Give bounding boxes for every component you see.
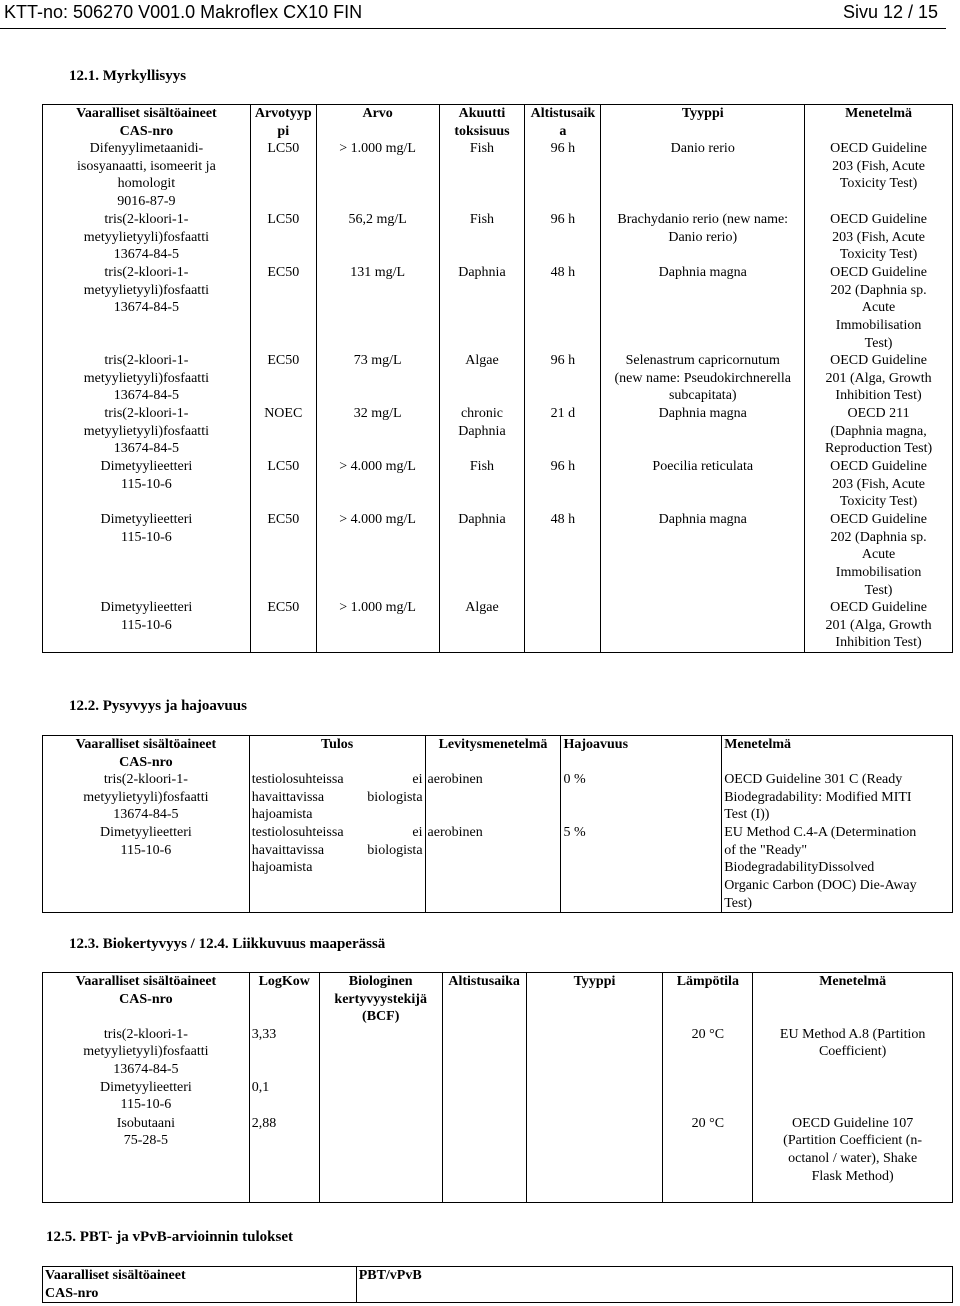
header-exposure-time: Altistusaika	[442, 973, 526, 1026]
table-cell: aerobinen	[425, 771, 561, 824]
table-cell: tris(2-kloori-1- metyylietyyli)fosfaatti 13674-84-5	[83, 212, 209, 263]
header-degradability: Hajoavuus	[561, 736, 722, 772]
table-cell: > 4.000 mg/L	[316, 458, 439, 511]
table-cell: tris(2-kloori-1- metyylietyyli)fosfaatti 13674-84-5	[83, 406, 209, 457]
table-cell: OECD Guideline 107 (Partition Coefficient (n- octanol / water), Shake Flask Method)	[753, 1115, 953, 1203]
page-header	[0, 0, 960, 30]
table-cell: > 1.000 mg/L	[316, 140, 439, 211]
table-cell	[319, 1079, 442, 1115]
table-cell: Dimetyylieetteri 115-10-6	[100, 825, 192, 858]
table-cell: tris(2-kloori-1- metyylietyyli)fosfaatti 13674-84-5	[83, 353, 209, 404]
header-method: Menetelmä	[722, 736, 953, 772]
header-acute-toxicity: Akuutti toksisuus	[439, 105, 525, 141]
table-cell: 56,2 mg/L	[316, 211, 439, 264]
table-cell: 32 mg/L	[316, 405, 439, 458]
table-cell: OECD Guideline 203 (Fish, Acute Toxicity Test)	[805, 140, 953, 211]
table-cell: LC50	[250, 458, 316, 511]
table-cell: > 1.000 mg/L	[316, 599, 439, 652]
table-cell	[601, 599, 805, 652]
table-cell: EU Method A.8 (Partition Coefficient)	[753, 1026, 953, 1079]
header-substance: Vaaralliset sisältöaineet CAS-nro	[75, 974, 217, 1007]
header-pbt-vpvb: PBT/vPvB	[356, 1267, 952, 1303]
header-temperature: Lämpötila	[663, 973, 753, 1026]
table-cell: Brachydanio rerio (new name: Danio rerio)	[601, 211, 805, 264]
table-row	[43, 511, 953, 599]
header-type: Tyyppi	[601, 105, 805, 141]
table-cell: testiolosuhteissa ei havaittavissa biologista hajoamista	[249, 771, 425, 824]
table-cell: 96 h	[525, 140, 601, 211]
table-cell: Dimetyylieetteri 115-10-6	[100, 512, 193, 545]
table-cell: OECD Guideline 202 (Daphnia sp. Acute Immobilisation Test)	[805, 511, 953, 599]
table-cell	[663, 1079, 753, 1115]
header-type: Tyyppi	[526, 973, 663, 1026]
table-cell: Daphnia magna	[601, 511, 805, 599]
table-cell	[442, 1115, 526, 1203]
table-cell: Daphnia	[439, 264, 525, 352]
table-cell: Dimetyylieetteri 115-10-6	[100, 459, 193, 492]
header-exposure-time: Altistusaik a	[525, 105, 601, 141]
table-cell: Fish	[439, 211, 525, 264]
header-rule	[0, 28, 946, 29]
pbt-table	[42, 1266, 953, 1303]
table-cell: OECD 211 (Daphnia magna, Reproduction Test)	[805, 405, 953, 458]
header-substance: Vaaralliset sisältöaineet CAS-nro	[45, 1268, 186, 1301]
header-method: Menetelmä	[805, 105, 953, 141]
table-header-row	[43, 105, 953, 141]
header-method: Menetelmä	[753, 973, 953, 1026]
table-cell: Fish	[439, 458, 525, 511]
table-row	[43, 1026, 953, 1079]
table-cell: > 4.000 mg/L	[316, 511, 439, 599]
persistence-table	[42, 735, 953, 913]
table-cell: LC50	[250, 211, 316, 264]
table-cell: Dimetyylieetteri 115-10-6	[100, 1079, 192, 1113]
table-cell	[526, 1026, 663, 1079]
table-cell: 5 %	[561, 824, 722, 912]
table-cell: Daphnia magna	[601, 264, 805, 352]
table-cell: Poecilia reticulata	[601, 458, 805, 511]
table-row	[43, 264, 953, 352]
header-bcf: Biologinen kertyvyystekijä (BCF)	[319, 973, 442, 1026]
table-cell: tris(2-kloori-1- metyylietyyli)fosfaatti 13674-84-5	[83, 1026, 209, 1077]
table-cell: 96 h	[525, 458, 601, 511]
table-row	[43, 140, 953, 211]
table-header-row	[43, 736, 953, 772]
table-cell: OECD Guideline 203 (Fish, Acute Toxicity Test)	[805, 458, 953, 511]
table-cell: 3,33	[249, 1026, 319, 1079]
table-cell: tris(2-kloori-1- metyylietyyli)fosfaatti 13674-84-5	[83, 772, 209, 823]
table-cell: Daphnia magna	[601, 405, 805, 458]
table-cell: tris(2-kloori-1- metyylietyyli)fosfaatti 13674-84-5	[83, 265, 209, 316]
table-header-row	[43, 973, 953, 1026]
table-cell: OECD Guideline 201 (Alga, Growth Inhibition Test)	[805, 599, 953, 652]
table-cell	[753, 1079, 953, 1115]
section-title-persistence: 12.2. Pysyvyys ja hajoavuus	[69, 698, 247, 714]
header-value-type: Arvotyyp pi	[250, 105, 316, 141]
table-cell: 48 h	[525, 511, 601, 599]
table-cell: Algae	[439, 599, 525, 652]
table-cell	[526, 1115, 663, 1203]
section-title-toxicity: 12.1. Myrkyllisyys	[69, 68, 187, 84]
header-substance: Vaaralliset sisältöaineet CAS-nro	[75, 737, 217, 770]
table-cell: EU Method C.4-A (Determination of the "Ready" BiodegradabilityDissolved Organic Carbon (DOC) Die-Away Test)	[722, 824, 953, 912]
table-cell: 0 %	[561, 771, 722, 824]
table-cell: testiolosuhteissa ei havaittavissa biologista hajoamista	[249, 824, 425, 912]
table-cell: OECD Guideline 202 (Daphnia sp. Acute Immobilisation Test)	[805, 264, 953, 352]
table-cell: 20 °C	[663, 1115, 753, 1203]
table-cell: OECD Guideline 203 (Fish, Acute Toxicity Test)	[805, 211, 953, 264]
table-row	[43, 824, 953, 912]
table-cell: 73 mg/L	[316, 352, 439, 405]
header-logkow: LogKow	[249, 973, 319, 1026]
table-cell: EC50	[250, 599, 316, 652]
header-application-method: Levitysmenetelmä	[425, 736, 561, 772]
table-cell: 131 mg/L	[316, 264, 439, 352]
page-number: Sivu 12 / 15	[842, 2, 938, 22]
table-cell: Isobutaani 75-28-5	[116, 1115, 176, 1149]
table-cell: NOEC	[250, 405, 316, 458]
table-row	[43, 1115, 953, 1203]
table-cell: chronic Daphnia	[439, 405, 525, 458]
table-cell: Algae	[439, 352, 525, 405]
table-cell: Fish	[439, 140, 525, 211]
table-cell	[525, 599, 601, 652]
table-cell: EC50	[250, 264, 316, 352]
table-cell: Danio rerio	[601, 140, 805, 211]
table-row	[43, 405, 953, 458]
table-cell: Daphnia	[439, 511, 525, 599]
table-cell	[442, 1079, 526, 1115]
table-row	[43, 1079, 953, 1115]
table-cell: OECD Guideline 201 (Alga, Growth Inhibition Test)	[805, 352, 953, 405]
section-title-bioaccumulation: 12.3. Biokertyvyys / 12.4. Liikkuvuus maaperässä	[69, 936, 386, 952]
table-cell: 2,88	[249, 1115, 319, 1203]
table-cell: Dimetyylieetteri 115-10-6	[100, 600, 193, 633]
header-result: Tulos	[249, 736, 425, 772]
header-substance: Vaaralliset sisältöaineet CAS-nro	[76, 106, 217, 139]
bioaccumulation-table	[42, 972, 953, 1203]
table-cell	[319, 1026, 442, 1079]
table-cell: 21 d	[525, 405, 601, 458]
header-value: Arvo	[316, 105, 439, 141]
document-id: KTT-no: 506270 V001.0 Makroflex CX10 FIN	[4, 2, 363, 22]
toxicity-table	[42, 104, 953, 653]
table-cell: Selenastrum capricornutum (new name: Pseudokirchnerella subcapitata)	[601, 352, 805, 405]
table-cell	[319, 1115, 442, 1203]
table-cell: 96 h	[525, 352, 601, 405]
table-cell: EC50	[250, 511, 316, 599]
table-cell	[526, 1079, 663, 1115]
table-row	[43, 599, 953, 652]
table-header-row	[43, 1267, 953, 1303]
table-cell: LC50	[250, 140, 316, 211]
table-row	[43, 771, 953, 824]
table-cell: 48 h	[525, 264, 601, 352]
section-title-pbt: 12.5. PBT- ja vPvB-arvioinnin tulokset	[46, 1229, 293, 1245]
table-cell: 96 h	[525, 211, 601, 264]
table-cell: 0,1	[249, 1079, 319, 1115]
table-row	[43, 352, 953, 405]
table-cell: 20 °C	[663, 1026, 753, 1079]
table-cell: aerobinen	[425, 824, 561, 912]
table-row	[43, 211, 953, 264]
table-cell: OECD Guideline 301 C (Ready Biodegradability: Modified MITI Test (I))	[722, 771, 953, 824]
table-cell: Difenyylimetaanidi- isosyanaatti, isomeerit ja homologit 9016-87-9	[76, 141, 216, 209]
table-row	[43, 458, 953, 511]
table-cell	[442, 1026, 526, 1079]
table-cell: EC50	[250, 352, 316, 405]
